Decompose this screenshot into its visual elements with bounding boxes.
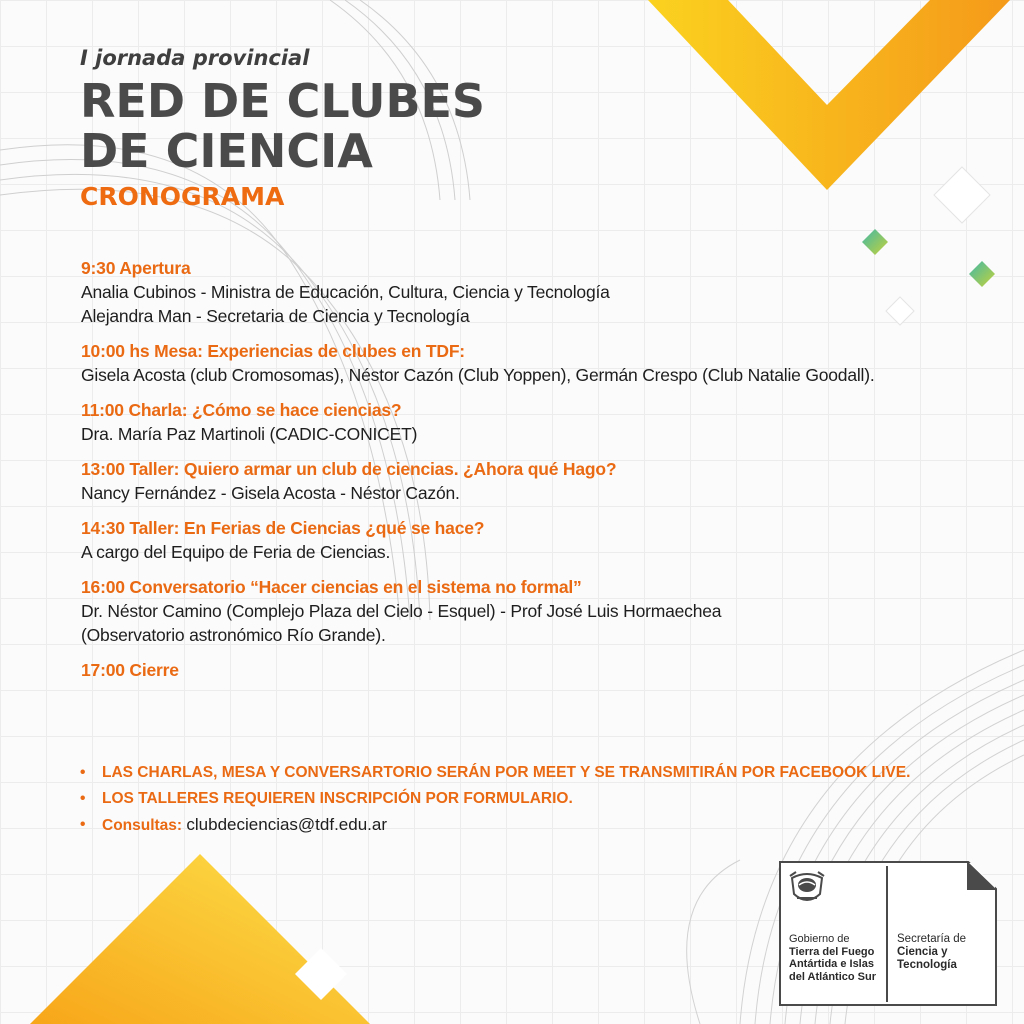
logo-right-line: Secretaría de bbox=[897, 933, 967, 945]
schedule-item-line: Gisela Acosta (club Cromosomas), Néstor Cazón (Club Yoppen), Germán Crespo (Club Natalie Goodall). bbox=[81, 365, 875, 385]
schedule-item bbox=[81, 516, 921, 564]
event-subtitle: I jornada provincial bbox=[80, 46, 310, 70]
schedule-item bbox=[81, 575, 921, 647]
logo-right-line: Ciencia y bbox=[897, 946, 948, 958]
note-contact bbox=[80, 812, 910, 839]
schedule-item bbox=[81, 658, 921, 682]
gradient-diamond-1 bbox=[862, 229, 888, 255]
logo-left-line: Antártida e Islas bbox=[789, 958, 874, 970]
schedule-item-line: (Observatorio astronómico Río Grande). bbox=[81, 625, 386, 645]
schedule-item bbox=[81, 398, 921, 446]
schedule-item-line: Dr. Néstor Camino (Complejo Plaza del Cielo - Esquel) - Prof José Luis Hormaechea bbox=[81, 601, 722, 621]
schedule-item-heading: 10:00 hs Mesa: Experiencias de clubes en TDF: bbox=[81, 341, 465, 361]
logo-left-line: del Atlántico Sur bbox=[789, 970, 876, 983]
schedule-item-heading: 14:30 Taller: En Ferias de Ciencias ¿qué se hace? bbox=[81, 518, 485, 538]
contact-label: Consultas: bbox=[102, 817, 183, 834]
notes-list bbox=[80, 760, 910, 839]
white-diamond-bottom bbox=[295, 948, 347, 1000]
schedule-item bbox=[81, 339, 921, 387]
secretariat-name bbox=[897, 933, 993, 972]
schedule bbox=[81, 256, 921, 693]
schedule-item bbox=[81, 457, 921, 505]
note-streaming: • LAS CHARLAS, MESA Y CONVERSARTORIO SERÁN POR MEET Y SE TRANSMITIRÁN POR FACEBOOK LIVE. bbox=[80, 760, 910, 786]
section-title: CRONOGRAMA bbox=[80, 182, 285, 211]
title-line-1: RED DE CLUBES bbox=[80, 74, 486, 128]
logo-right-line: Tecnología bbox=[897, 959, 957, 971]
schedule-item-heading: 9:30 Apertura bbox=[81, 258, 191, 278]
logo-left-line: Tierra del Fuego bbox=[789, 945, 875, 958]
logo-left-line: Gobierno de bbox=[789, 933, 850, 945]
schedule-item bbox=[81, 256, 921, 328]
white-diamond-large bbox=[934, 167, 990, 223]
note-registration: • LOS TALLERES REQUIEREN INSCRIPCIÓN POR FORMULARIO. bbox=[80, 786, 910, 812]
schedule-item-heading: 16:00 Conversatorio “Hacer ciencias en el sistema no formal” bbox=[81, 577, 582, 597]
page-title bbox=[80, 76, 485, 176]
title-line-2: DE CIENCIA bbox=[80, 124, 373, 178]
schedule-item-line: Dra. María Paz Martinoli (CADIC-CONICET) bbox=[81, 424, 418, 444]
schedule-item-line: A cargo del Equipo de Feria de Ciencias. bbox=[81, 542, 391, 562]
schedule-item-line: Analia Cubinos - Ministra de Educación, Cultura, Ciencia y Tecnología bbox=[81, 282, 610, 302]
schedule-item-line: Nancy Fernández - Gisela Acosta - Néstor Cazón. bbox=[81, 483, 460, 503]
schedule-item-heading: 11:00 Charla: ¿Cómo se hace ciencias? bbox=[81, 400, 402, 420]
coat-of-arms-icon bbox=[788, 868, 826, 908]
contact-email-link[interactable]: clubdeciencias@tdf.edu.ar bbox=[186, 815, 388, 834]
schedule-item-heading: 17:00 Cierre bbox=[81, 660, 179, 680]
gradient-diamond-2 bbox=[969, 261, 995, 287]
schedule-item-heading: 13:00 Taller: Quiero armar un club de ciencias. ¿Ahora qué Hago? bbox=[81, 459, 617, 479]
logo-divider bbox=[886, 866, 888, 1002]
top-chevron bbox=[648, 0, 1010, 190]
schedule-item-line: Alejandra Man - Secretaria de Ciencia y Tecnología bbox=[81, 306, 470, 326]
bottom-triangle bbox=[30, 854, 370, 1024]
government-name bbox=[789, 933, 885, 983]
header bbox=[80, 46, 485, 211]
